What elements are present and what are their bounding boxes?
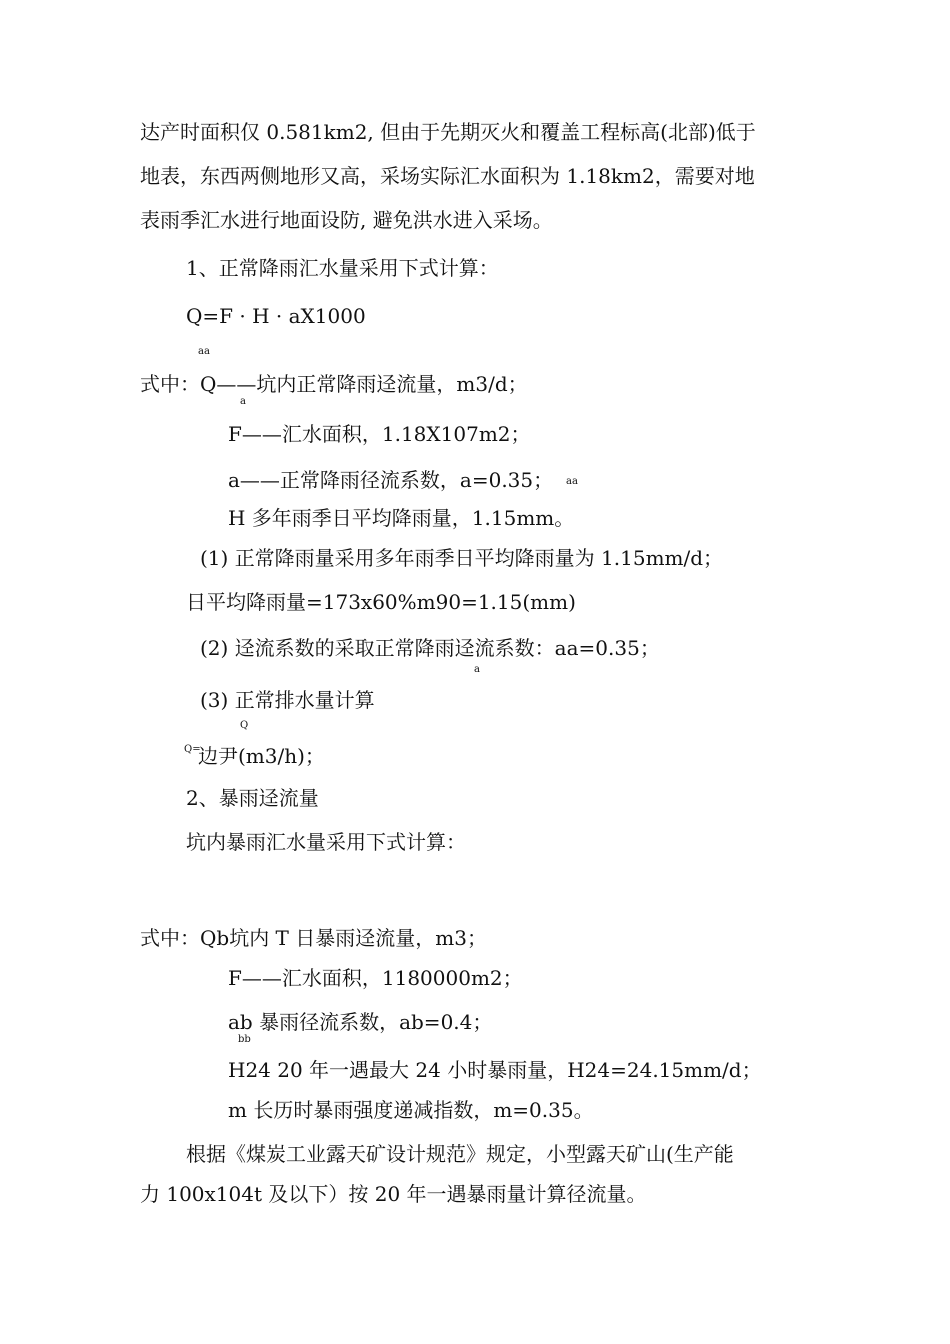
definition-subscript-1: a: [240, 396, 246, 407]
definition-subscript-7: bb: [238, 1034, 251, 1045]
item-line-1: (1) 正常降雨量采用多年雨季日平均降雨量为 1.15mm/d；: [200, 546, 724, 570]
item-line-3: (3) 正常排水量计算: [200, 688, 375, 712]
section-intro-2: 坑内暴雨汇水量采用下式计算：: [186, 830, 466, 854]
calc-line-1: 日平均降雨量=173x60%m90=1.15(mm): [186, 590, 576, 614]
item-subscript-3: Q: [240, 720, 249, 731]
paragraph-line-5: 力 100x104t 及以下）按 20 年一遇暴雨量计算径流量。: [140, 1182, 647, 1206]
formula-line: Q=F · H · aX1000: [186, 304, 366, 328]
paragraph-line-1: 达产时面积仅 0.581km2, 但由于先期灭火和覆盖工程标高(北部)低于: [140, 120, 756, 144]
formula-subscript: aa: [198, 346, 210, 357]
definition-line-5: 式中：Qb坑内 T 日暴雨迳流量，m3；: [140, 926, 487, 950]
paragraph-line-2: 地表，东西两侧地形又高，采场实际汇水面积为 1.18km2，需要对地: [140, 164, 755, 188]
section-heading-2: 2、暴雨迳流量: [186, 786, 319, 810]
paragraph-line-4: 根据《煤炭工业露天矿设计规范》规定，小型露天矿山(生产能: [186, 1142, 734, 1166]
definition-line-4: H 多年雨季日平均降雨量，1.15mm。: [228, 506, 575, 530]
definition-line-6: F——汇水面积，1180000m2；: [228, 966, 523, 990]
definition-subscript-2: aa: [566, 476, 578, 487]
definition-line-8: H24 20 年一遇最大 24 小时暴雨量，H24=24.15mm/d；: [228, 1058, 762, 1082]
definition-line-9: m 长历时暴雨强度递减指数，m=0.35。: [228, 1098, 594, 1122]
definition-line-3: a——正常降雨径流系数，a=0.35；: [228, 468, 554, 492]
paragraph-line-3: 表雨季汇水进行地面设防, 避免洪水进入采场。: [140, 208, 553, 232]
definition-line-1: 式中：Q——坑内正常降雨迳流量，m3/d；: [140, 372, 528, 396]
item-subscript-2: a: [474, 664, 480, 675]
calc-line-2: 边尹(m3/h)；: [198, 744, 325, 768]
section-heading-1: 1、正常降雨汇水量采用下式计算：: [186, 256, 499, 280]
definition-line-7: ab 暴雨径流系数，ab=0.4；: [228, 1010, 493, 1034]
definition-line-2: F——汇水面积，1.18X107m2；: [228, 422, 531, 446]
item-line-2: (2) 迳流系数的采取正常降雨迳流系数：aa=0.35；: [200, 636, 660, 660]
calc-prefix: Q=: [184, 744, 201, 755]
